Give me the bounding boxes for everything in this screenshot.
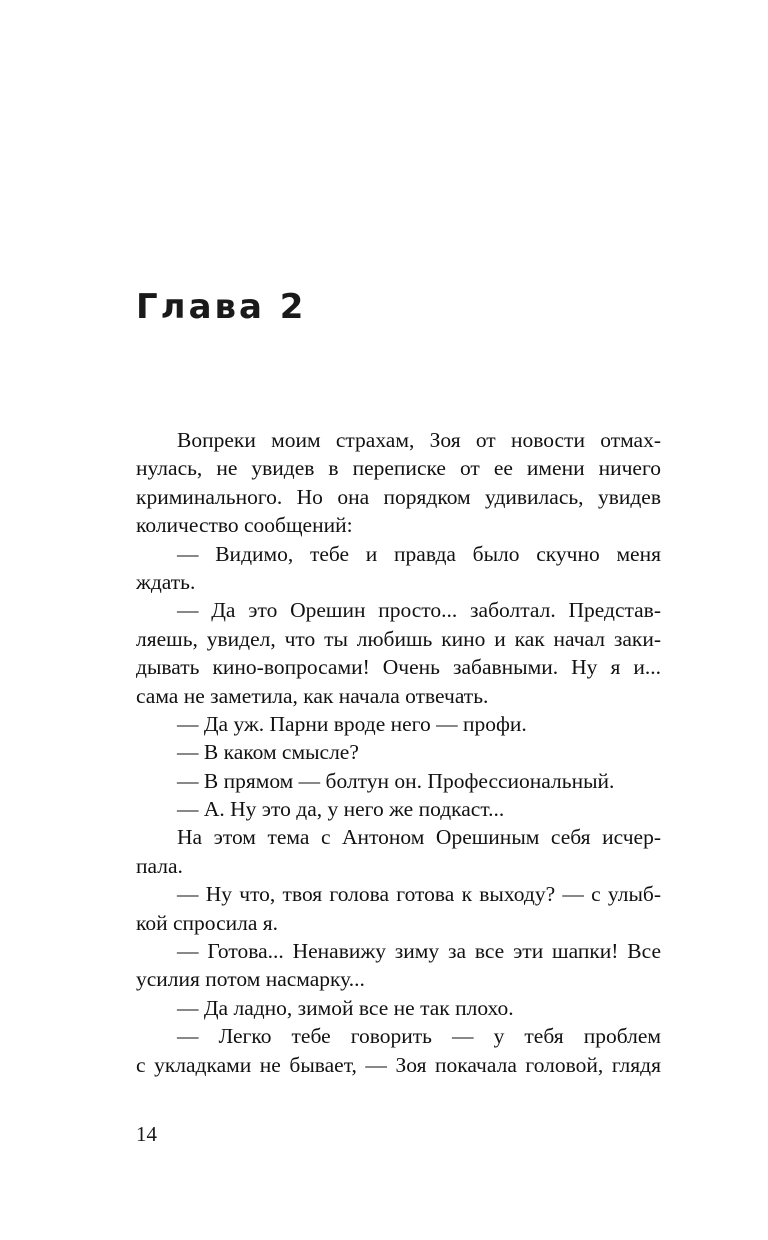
page-number: 14 (136, 1122, 157, 1146)
text-line: дывать кино-вопросами! Очень забавными. Ну я и... (136, 655, 661, 680)
text-line: Вопреки моим страхам, Зоя от новости отмах- (177, 428, 661, 452)
text-line: — Готова... Ненавижу зиму за все эти шапки! Все (177, 939, 661, 964)
text-line: кой спросила я. (136, 910, 279, 935)
text-line: На этом тема с Антоном Орешиным себя исчер- (177, 825, 661, 850)
text-line: усилия потом насмарку... (136, 967, 365, 992)
text-line: — Да ладно, зимой все не так плохо. (177, 995, 514, 1020)
chapter-title: Глава 2 (136, 287, 307, 327)
text-line: ждать. (136, 569, 196, 594)
text-line: — В прямом — болтун он. Профессиональный. (177, 768, 615, 793)
text-line: криминального. Но она порядком удивилась, увидев (136, 484, 661, 509)
text-line: с укладками не бывает, — Зоя покачала головой, глядя (136, 1052, 661, 1077)
text-line: — Да уж. Парни вроде него — профи. (177, 711, 527, 736)
text-line: сама не заметила, как начала отвечать. (136, 683, 489, 708)
text-line: ляешь, увидел, что ты любишь кино и как начал заки- (136, 626, 661, 651)
text-line: — В каком смысле? (177, 740, 359, 765)
text-line: пала. (136, 853, 183, 878)
text-line: — Видимо, тебе и правда было скучно меня (177, 541, 661, 566)
text-line: — А. Ну это да, у него же подкаст... (177, 797, 505, 822)
text-line: — Ну что, твоя голова готова к выходу? — с улыб- (177, 882, 661, 907)
text-line: — Легко тебе говорить — у тебя проблем (177, 1024, 661, 1049)
chapter-body-text (136, 426, 661, 1079)
text-line: нулась, не увидев в переписке от ее имени ничего (136, 456, 661, 481)
text-line: — Да это Орешин просто... заболтал. Представ- (177, 598, 661, 623)
text-line: количество сообщений: (136, 513, 353, 538)
